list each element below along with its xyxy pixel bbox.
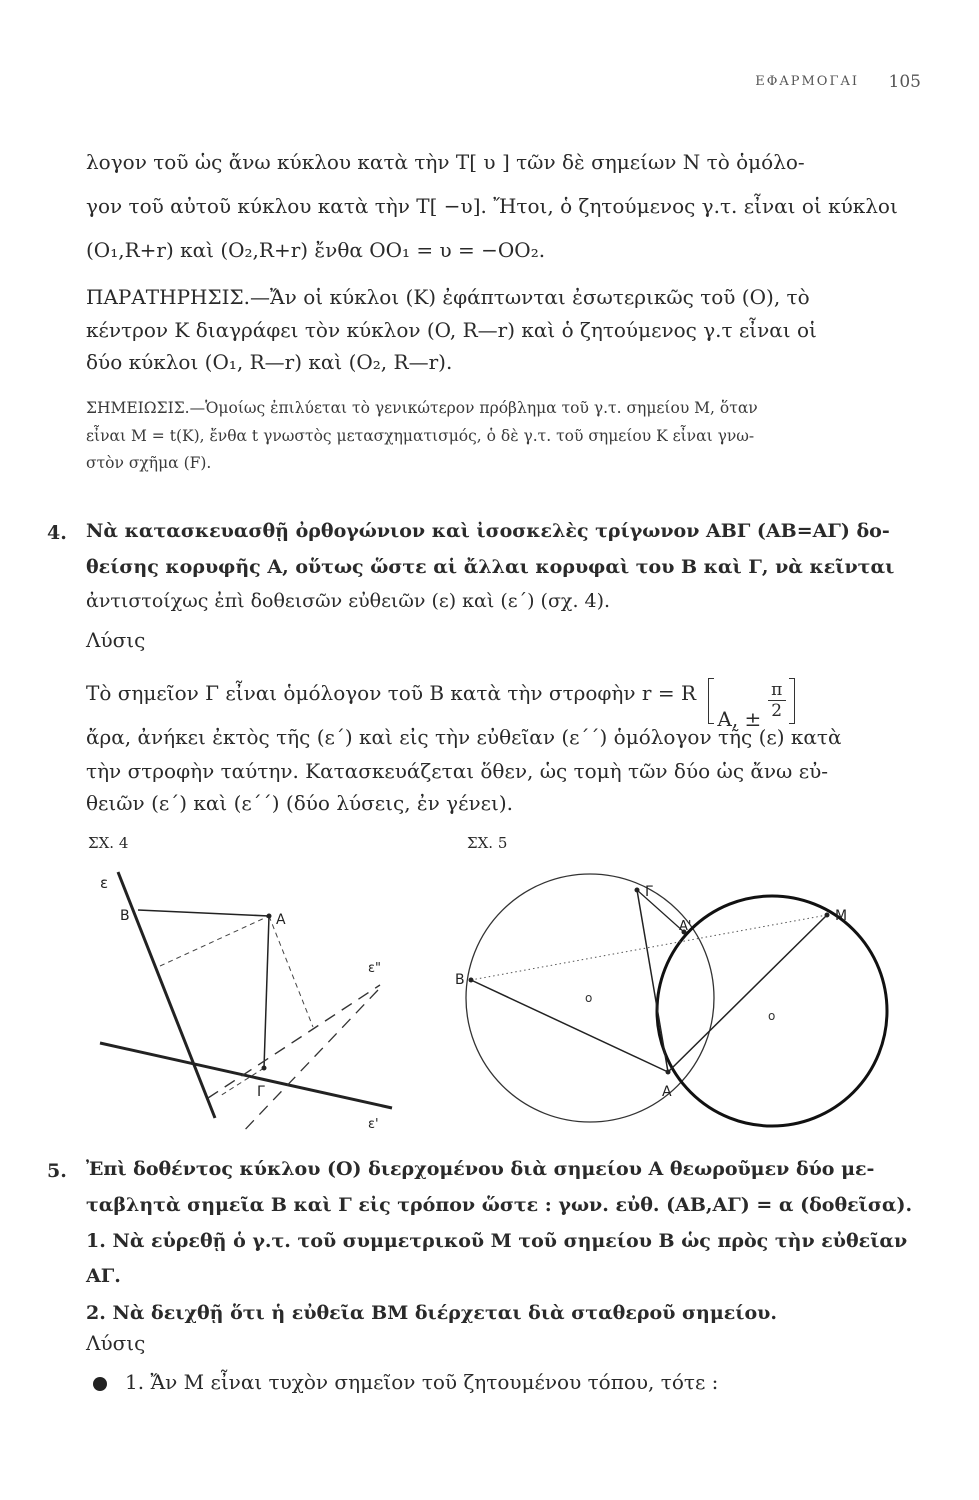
running-title: ΕΦΑΡΜΟΓΑΙ	[755, 74, 859, 89]
point-B	[469, 978, 474, 983]
label-M: Μ	[835, 908, 848, 924]
line-e-double-prime	[218, 990, 378, 1130]
problem-4-line-1: Νὰ κατασκευασθῇ ὀρθογώνιον καὶ ἰσοσκελὲς τρίγωνον ΑΒΓ (ΑΒ=ΑΓ) δο-	[86, 520, 890, 542]
problem-5-line-1: Ἐπὶ δοθέντος κύκλου (Ο) διερχομένου διὰ σημείου Α θεωροῦμεν δύο με-	[86, 1158, 875, 1180]
rotation-bracket	[708, 678, 794, 731]
page-header	[0, 72, 979, 96]
note-line-3: στὸν σχῆμα (F).	[86, 454, 212, 472]
fraction	[768, 680, 786, 721]
top-line-3: (O₁,R+r) καὶ (O₂,R+r) ἔνθα OO₁ = υ = −OO₂.	[86, 238, 546, 262]
problem-4-solution-line-2: ἄρα, ἀνήκει ἐκτὸς τῆς (ε΄) καὶ εἰς τὴν εὐθεῖαν (ε΄΄) ὁμόλογον τῆς (ε) κατὰ	[86, 725, 842, 749]
remark-line-2: κέντρον K διαγράφει τὸν κύκλον (O, R—r) καὶ ὁ ζητούμενος γ.τ εἶναι οἱ	[86, 318, 817, 342]
fraction-denominator: 2	[771, 701, 783, 721]
label-A: Α	[662, 1084, 672, 1100]
label-A: Α	[276, 912, 286, 928]
line-e-double-prime-main	[208, 985, 380, 1098]
top-line-1: λογον τοῦ ὡς ἄνω κύκλου κατὰ τὴν T[ υ ] τῶν δὲ σημείων N τὸ ὁμόλο-	[86, 150, 805, 174]
segment-BA	[138, 910, 269, 916]
problem-4-number: 4.	[47, 522, 67, 544]
dotted-BM	[471, 915, 827, 980]
label-e: ε	[100, 874, 109, 892]
remark-line-3: δύο κύκλοι (O₁, R—r) καὶ (O₂, R—r).	[86, 350, 453, 374]
figure-5	[455, 860, 895, 1160]
fraction-numerator: π	[768, 680, 786, 701]
label-O: o	[585, 991, 593, 1005]
problem-5-line-2: ταβλητὰ σημεῖα Β καὶ Γ εἰς τρόπον ὥστε : γων. εὐθ. (ΑΒ,ΑΓ) = α (δοθεῖσα).	[86, 1194, 913, 1216]
solution-line-1-text: Τὸ σημεῖον Γ εἶναι ὁμόλογον τοῦ Β κατὰ τὴν στροφὴν r = R	[86, 681, 697, 705]
segment-BG	[471, 890, 637, 980]
label-e-prime: ε'	[368, 1117, 379, 1130]
label-G: Γ	[645, 884, 653, 900]
point-A	[267, 914, 272, 919]
problem-4-solution-line-1	[86, 678, 795, 731]
point-A	[666, 1070, 671, 1075]
label-A-prime: Α'	[679, 919, 692, 934]
bracket-content: A, ±	[717, 707, 762, 731]
top-line-2: γον τοῦ αὐτοῦ κύκλου κατὰ τὴν T[ −υ]. Ἤτοι, ὁ ζητούμενος γ.τ. εἶναι οἱ κύκλοι	[86, 194, 898, 218]
label-G: Γ	[257, 1084, 265, 1100]
segment-AG	[264, 916, 269, 1068]
problem-5-solution-heading: Λύσις	[86, 1331, 146, 1355]
figure-4-caption: ΣΧ. 4	[88, 834, 129, 852]
remark-line-1: ΠΑΡΑΤΗΡΗΣΙΣ.—Ἄν οἱ κύκλοι (K) ἐφάπτωνται ἐσωτερικῶς τοῦ (O), τὸ	[86, 285, 810, 309]
page-number: 105	[888, 72, 921, 92]
label-B: Β	[455, 972, 465, 988]
problem-4-solution-heading: Λύσις	[86, 628, 146, 652]
point-M	[825, 913, 830, 918]
label-B: Β	[120, 908, 130, 924]
label-O-prime: o	[768, 1009, 776, 1023]
line-e-prime	[100, 1043, 392, 1108]
line-e	[118, 872, 215, 1118]
problem-4-line-2: θείσης κορυφῆς Α, οὕτως ὥστε αἱ ἄλλαι κορυφαὶ του Β καὶ Γ, νὰ κεῖνται	[86, 556, 895, 578]
note-line-2: εἶναι M = t(K), ἔνθα t γνωστὸς μετασχηματισμός, ὁ δὲ γ.τ. τοῦ σημείου K εἶναι γνω-	[86, 427, 755, 445]
label-e-double-prime: ε"	[368, 961, 382, 976]
problem-5-item-2: 2. Νὰ δειχθῇ ὅτι ἡ εὐθεῖα ΒΜ διέρχεται διὰ σταθεροῦ σημείου.	[86, 1302, 777, 1324]
segment-GA	[637, 890, 668, 1072]
point-G	[635, 888, 640, 893]
segment-BA	[471, 980, 668, 1072]
problem-4-solution-line-3: τὴν στροφὴν ταύτην. Κατασκευάζεται ὅθεν, ὡς τομὴ τῶν δύο ὡς ἄνω εὐ-	[86, 759, 828, 783]
dashed-B-to-A	[160, 916, 269, 966]
problem-5-number: 5.	[47, 1160, 67, 1182]
problem-5-item-1b: ΑΓ.	[86, 1265, 121, 1287]
note-line-1: ΣΗΜΕΙΩΣΙΣ.—Ὁμοίως ἐπιλύεται τὸ γενικώτερον πρόβλημα τοῦ γ.τ. σημείου M, ὅταν	[86, 399, 758, 417]
bullet-icon	[93, 1377, 107, 1391]
point-G	[262, 1066, 267, 1071]
figure-4	[80, 860, 410, 1130]
figure-5-caption: ΣΧ. 5	[467, 834, 508, 852]
problem-5-item-1a: 1. Νὰ εὑρεθῇ ὁ γ.τ. τοῦ συμμετρικοῦ Μ τοῦ σημείου Β ὡς πρὸς τὴν εὐθεῖαν	[86, 1230, 908, 1252]
segment-AM	[668, 915, 827, 1072]
problem-5-solution-line-1: 1. Ἄν Μ εἶναι τυχὸν σημεῖον τοῦ ζητουμένου τόπου, τότε :	[125, 1370, 719, 1394]
problem-4-solution-line-4: θειῶν (ε΄) καὶ (ε΄΄) (δύο λύσεις, ἐν γένει).	[86, 791, 514, 815]
problem-4-line-3: ἀντιστοίχως ἐπὶ δοθεισῶν εὐθειῶν (ε) καὶ (ε΄) (σχ. 4).	[86, 590, 611, 612]
dashed-A-to-e2	[269, 916, 313, 1027]
